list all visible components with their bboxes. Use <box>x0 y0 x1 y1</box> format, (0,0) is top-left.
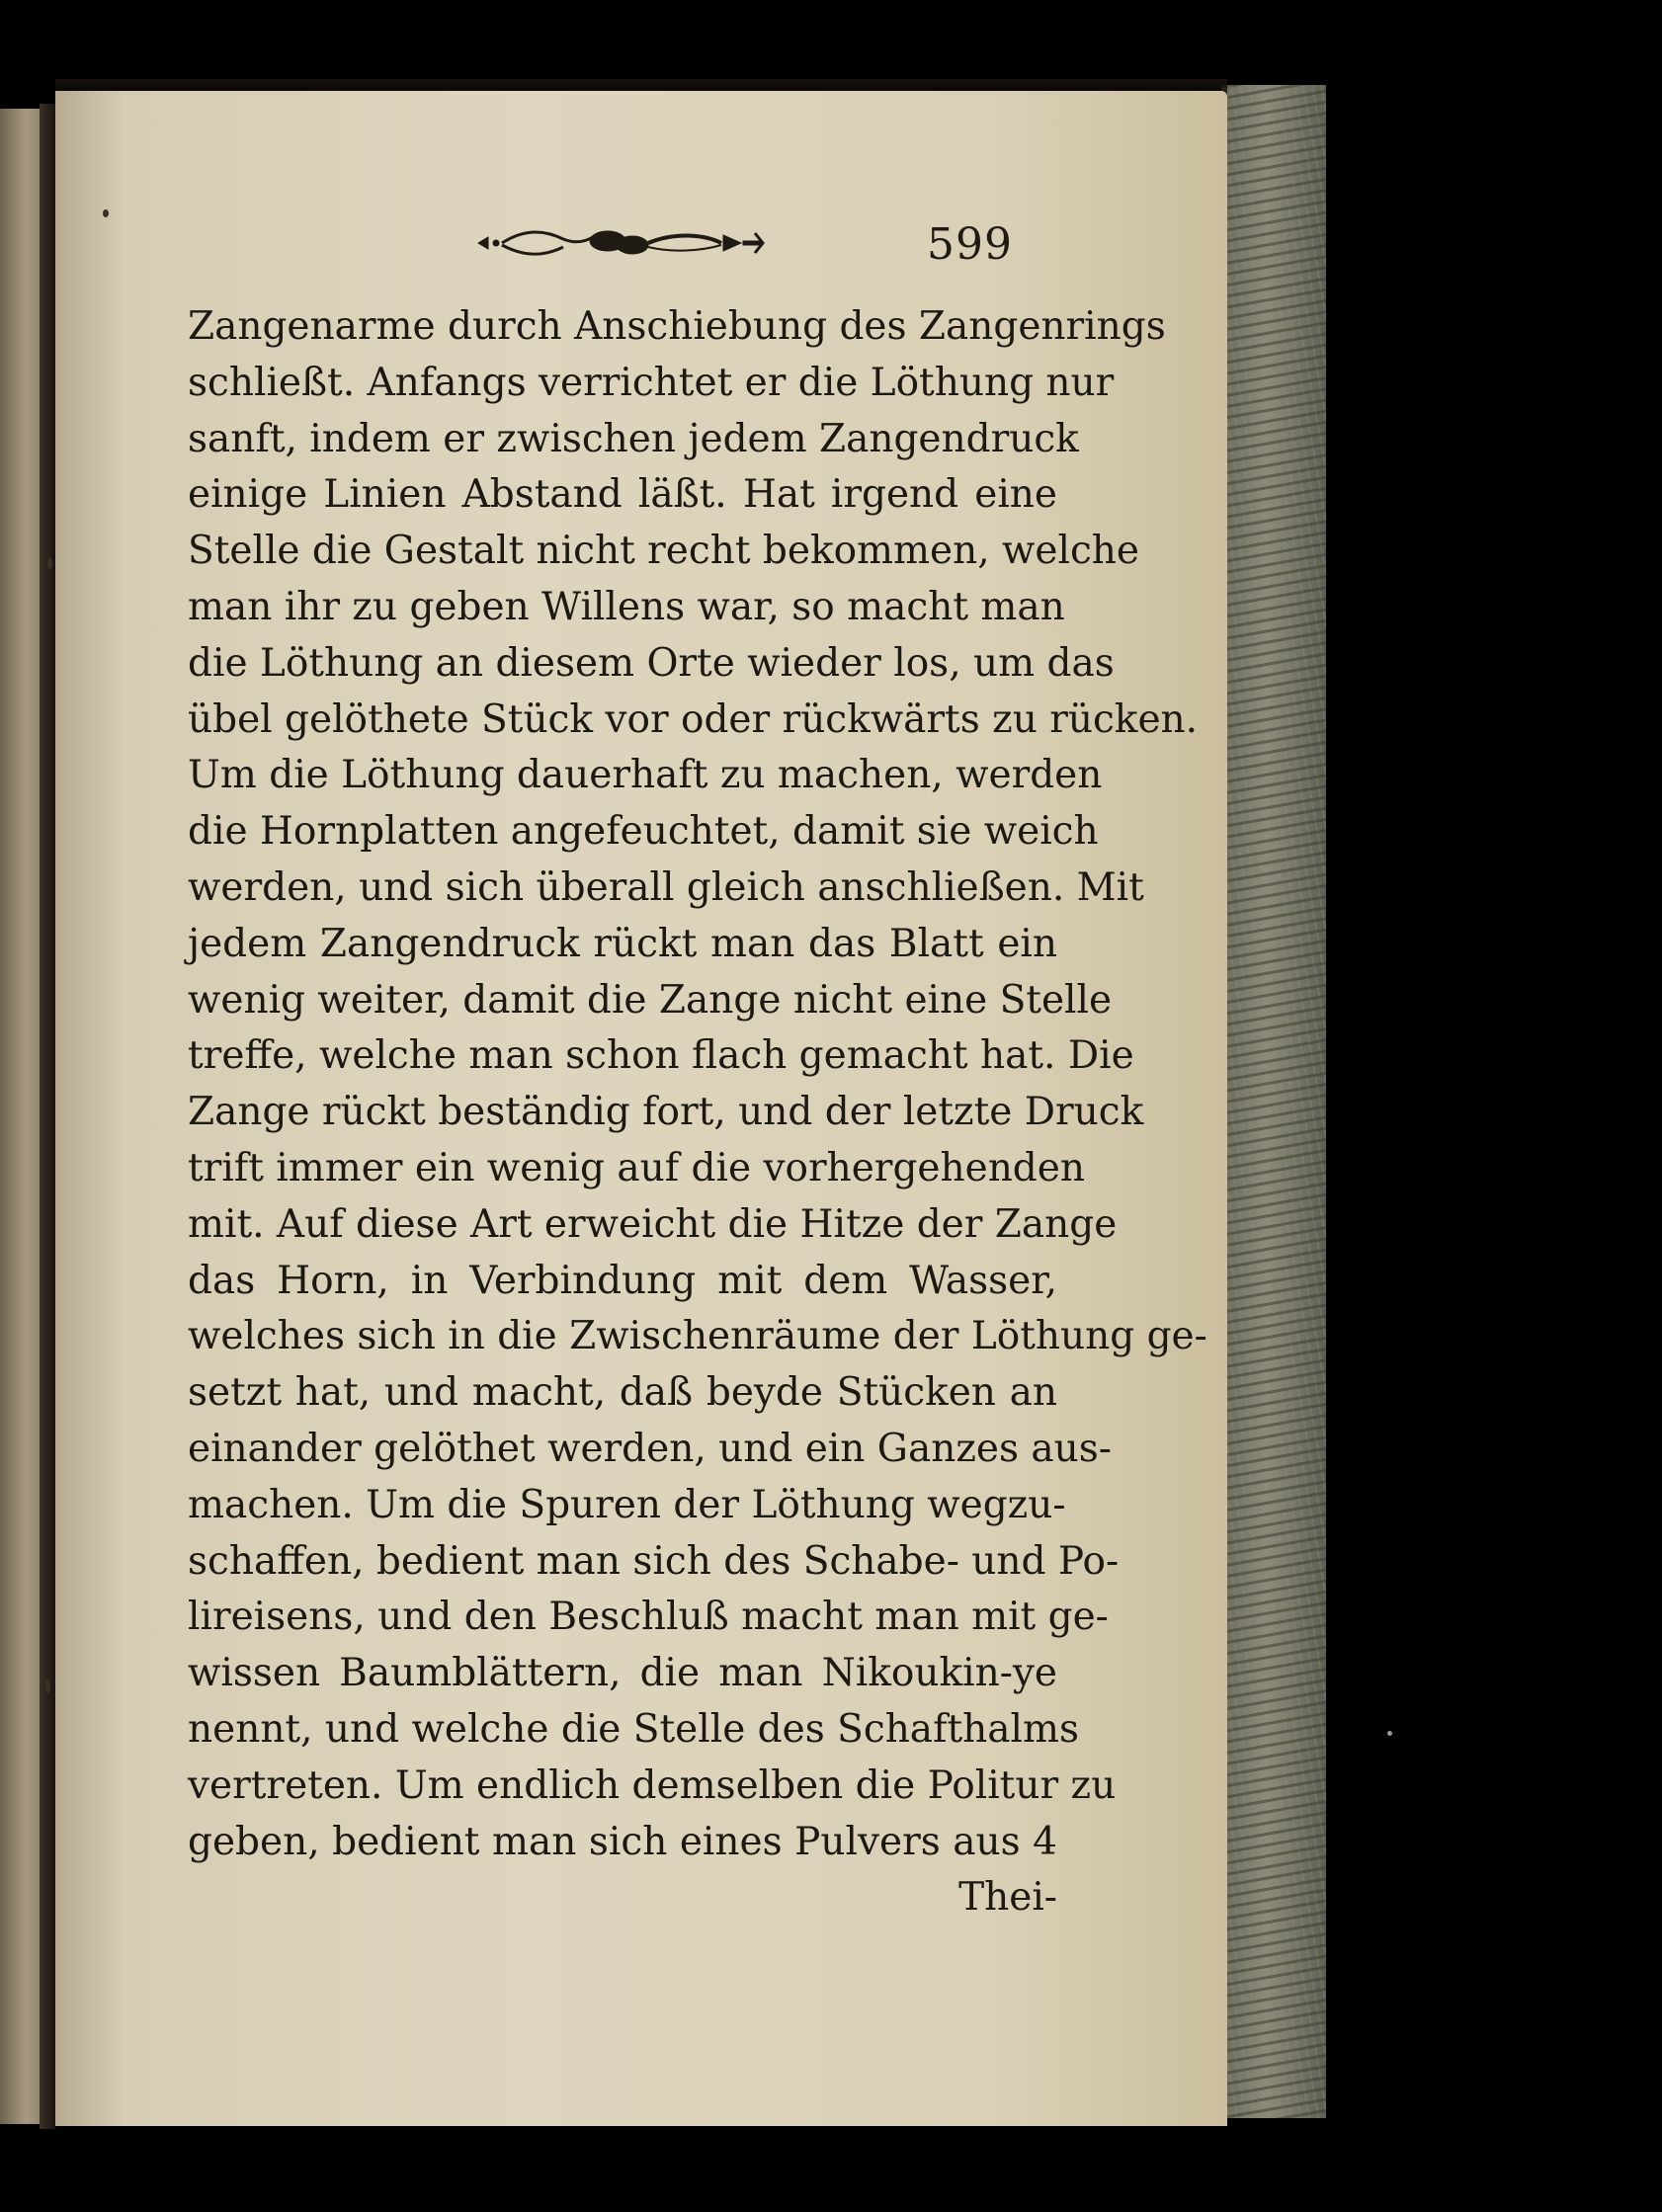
paper-speck <box>1387 1731 1392 1736</box>
text-line: vertreten. Um endlich demselben die Politur zu <box>188 1762 1117 1808</box>
text-line: jedem Zangendruck rückt man das Blatt ein <box>188 921 1057 966</box>
text-line: Zangenarme durch Anschiebung des Zangenrings <box>188 304 1166 349</box>
text-line: die Löthung an diesem Orte wieder los, um das <box>188 640 1115 686</box>
text-line: treffe, welche man schon flach gemacht hat. Die <box>188 1033 1134 1079</box>
paper-speck <box>47 557 52 569</box>
text-line: setzt hat, und macht, daß beyde Stücken an <box>188 1370 1057 1416</box>
text-line: geben, bedient man sich eines Pulvers aus 4 <box>188 1819 1057 1864</box>
paper-speck <box>103 209 109 217</box>
text-line: werden, und sich überall gleich anschließen. Mit <box>188 864 1144 910</box>
text-line: einander gelöthet werden, und ein Ganzes aus- <box>188 1426 1112 1471</box>
body-text <box>188 299 1207 1926</box>
paper-speck <box>45 1679 50 1693</box>
text-line: mit. Auf diese Art erweicht die Hitze der Zange <box>188 1201 1118 1247</box>
text-line: lireisens, und den Beschluß macht man mit ge- <box>188 1595 1109 1640</box>
text-line: schließt. Anfangs verrichtet er die Löthung nur <box>188 360 1115 405</box>
text-line: einige Linien Abstand läßt. Hat irgend eine <box>188 472 1057 518</box>
text-line: schaffen, bedient man sich des Schabe- und Po- <box>188 1538 1120 1584</box>
marbled-cover-board <box>1221 85 1326 2118</box>
text-line: man ihr zu geben Willens war, so macht man <box>188 584 1065 629</box>
text-line: das Horn, in Verbindung mit dem Wasser, <box>188 1258 1057 1303</box>
text-line: machen. Um die Spuren der Löthung wegzu- <box>188 1482 1066 1527</box>
catchword: Thei- <box>958 1875 1057 1921</box>
text-line: trift immer ein wenig auf die vorhergehenden <box>188 1145 1085 1190</box>
text-line: wissen Baumblättern, die man Nikoukin-ye <box>188 1651 1057 1696</box>
ornament-icon <box>474 221 771 265</box>
page-number: 599 <box>927 219 1013 270</box>
text-line: welches sich in die Zwischenräume der Löthung ge- <box>188 1314 1207 1359</box>
text-line: Um die Löthung dauerhaft zu machen, werden <box>188 753 1103 798</box>
text-line: nennt, und welche die Stelle des Schafthalms <box>188 1706 1080 1752</box>
text-line: Stelle die Gestalt nicht recht bekommen, welche <box>188 529 1139 574</box>
text-line: Zange rückt beständig fort, und der letzte Druck <box>188 1090 1144 1135</box>
text-line: übel gelöthete Stück vor oder rückwärts zu rücken. <box>188 696 1199 742</box>
text-line: sanft, indem er zwischen jedem Zangendruck <box>188 416 1079 461</box>
text-line: wenig weiter, damit die Zange nicht eine Stelle <box>188 977 1113 1023</box>
gutter-shadow <box>40 104 55 2129</box>
text-line: die Hornplatten angefeuchtet, damit sie weich <box>188 809 1099 855</box>
